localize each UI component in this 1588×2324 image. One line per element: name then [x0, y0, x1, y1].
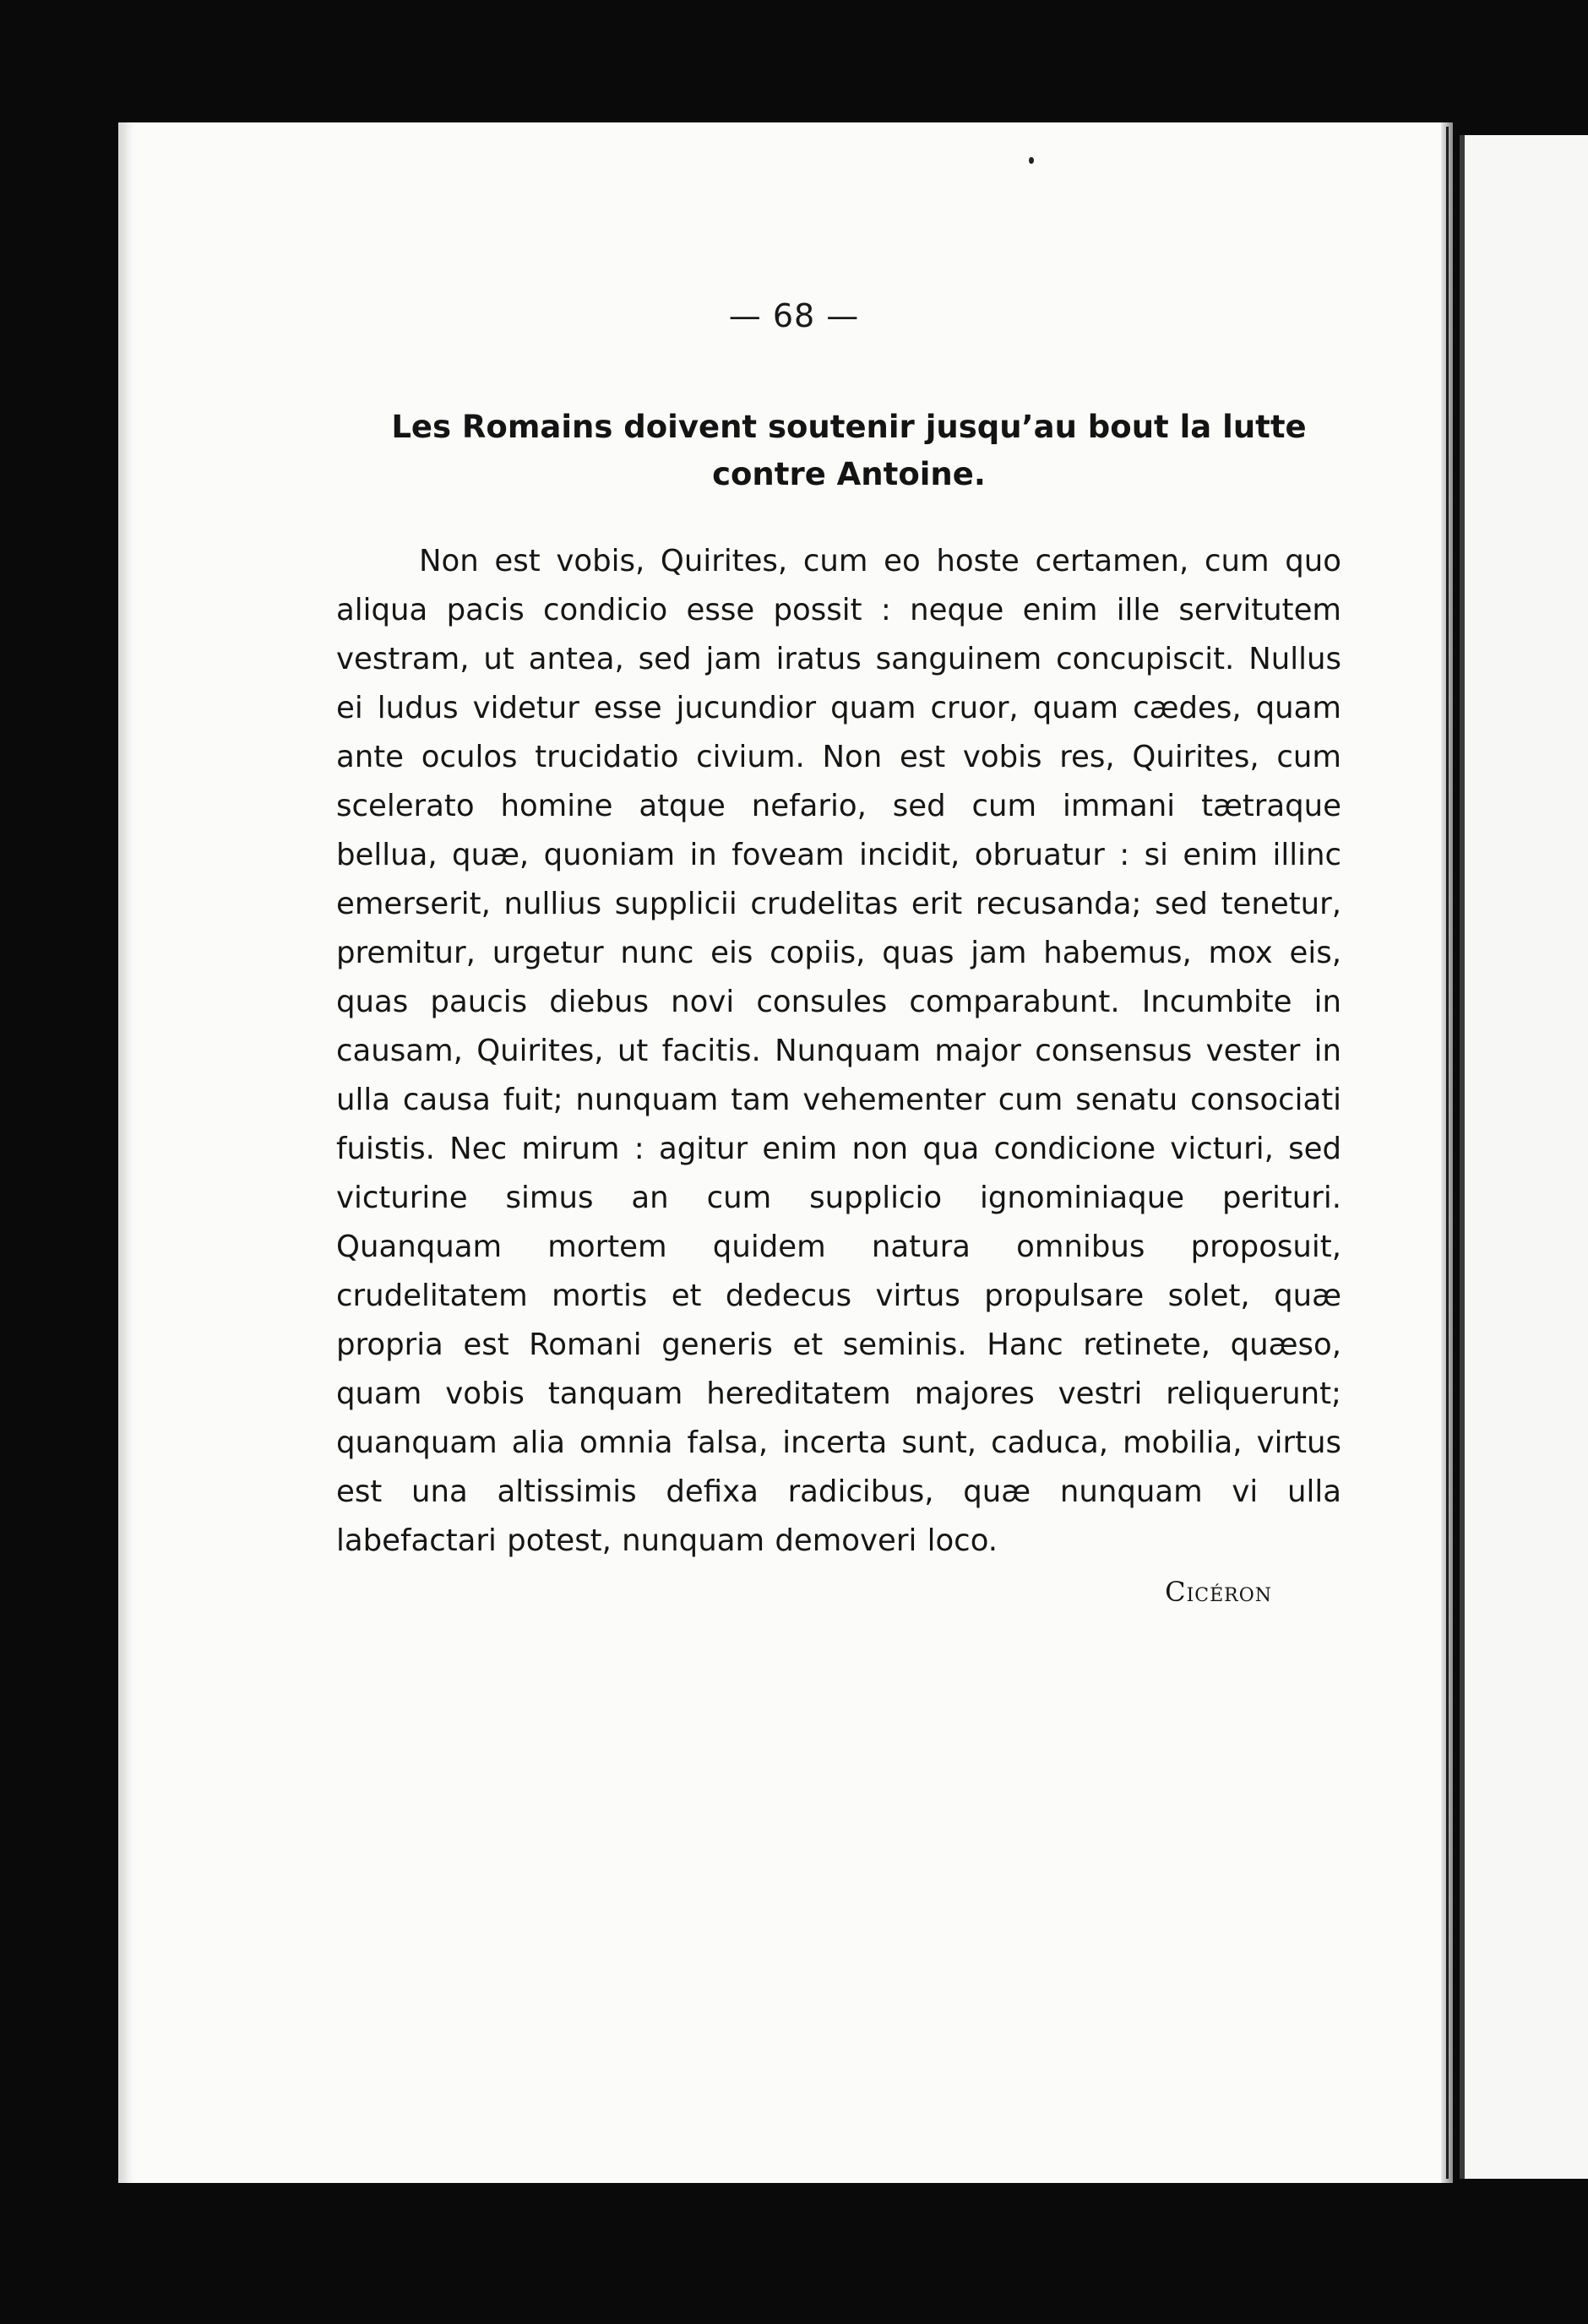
- page-title: Les Romains doivent soutenir jusqu’au bout la lutte contre Antoine.: [391, 409, 1307, 492]
- page-gutter: [1446, 127, 1449, 2179]
- author-signature: Cicéron: [1165, 1576, 1272, 1608]
- ink-speck: [1029, 157, 1034, 164]
- body-paragraph: Non est vobis, Quirites, cum eo hoste certamen, cum quo aliqua pacis condicio esse possit : neque enim ille servitutem vestram, ut antea, sed jam iratus sanguinem concupiscit. Nullus ei ludus videtur esse jucundior quam cruor, quam cædes, quam ante oculos trucidatio civium. Non est vobis res, Quirites, cum scelerato homine atque nefario, sed cum immani tætraque bellua, quæ, quoniam in foveam incidit, obruatur : si enim illinc emerserit, nullius supplicii crudelitas erit recusanda; sed tenetur, premitur, urgetur nunc eis copiis, quas jam habemus, mox eis, quas paucis diebus novi consules comparabunt. Incumbite in causam, Quirites, ut facitis. Nunquam major consensus vester in ulla causa fuit; nunquam tam vehementer cum senatu consociati fuistis. Nec mirum : agitur enim non qua condicione victuri, sed victurine simus an cum supplicio ignominiaque perituri. Quanquam mortem quidem natura omnibus proposuit, crudelitatem mortis et dedecus virtus propulsare solet, quæ propria est Romani generis et seminis. Hanc retinete, quæso, quam vobis tanquam hereditatem majores vestri reliquerunt; quanquam alia omnia falsa, incerta sunt, caduca, mobilia, virtus est una altissimis defixa radicibus, quæ nunquam vi ulla labefactari potest, nunquam demoveri loco.: [336, 544, 1341, 1558]
- page-number: — 68 —: [728, 297, 860, 334]
- facing-page-edge: [1460, 135, 1588, 2179]
